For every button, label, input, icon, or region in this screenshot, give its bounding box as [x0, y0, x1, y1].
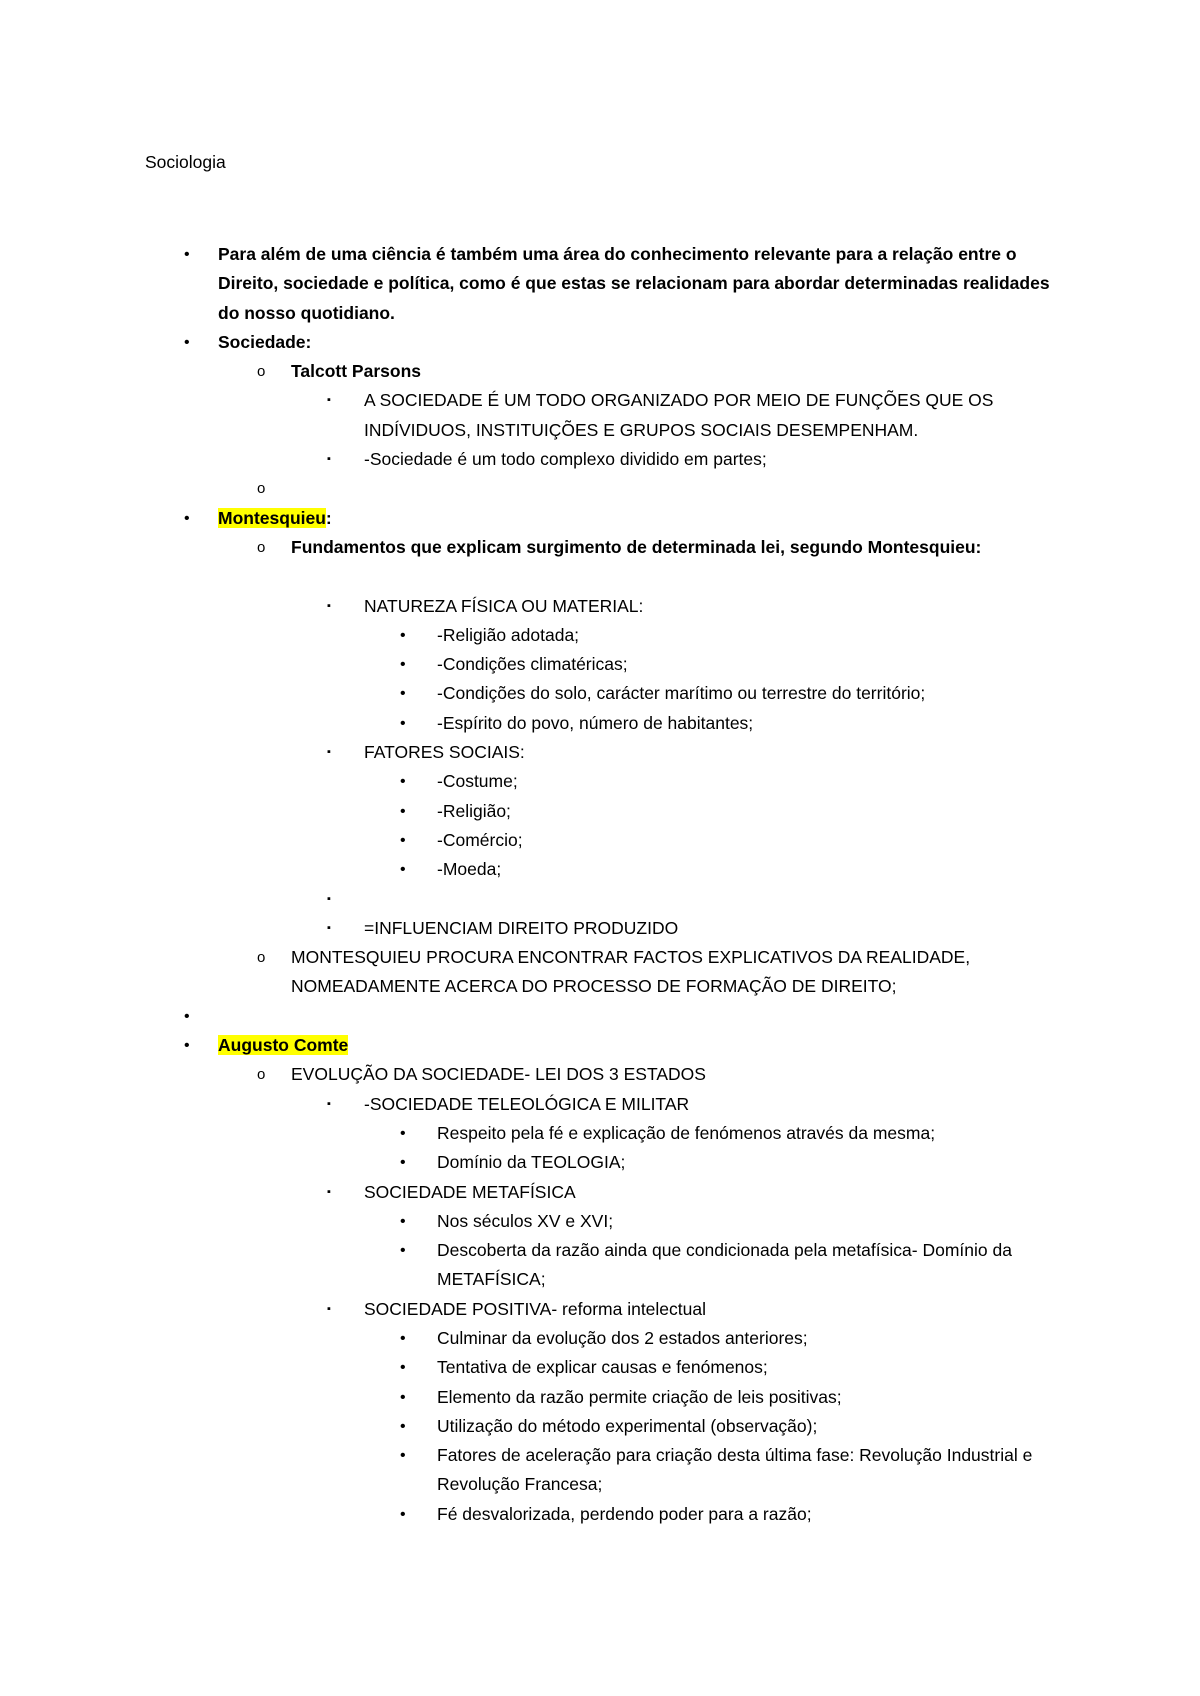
list-item — [0, 533, 1200, 592]
list-item — [0, 1412, 1200, 1441]
list-item-text: -Costume; — [437, 771, 518, 792]
circle-bullet-icon: o — [257, 480, 266, 498]
list-item-text: -SOCIEDADE TELEOLÓGICA E MILITAR — [364, 1093, 690, 1114]
list-item-text: Fé desvalorizada, perdendo poder para a razão; — [437, 1503, 812, 1524]
list-item — [0, 1295, 1200, 1324]
list-item — [0, 1324, 1200, 1353]
list-item-text: SOCIEDADE METAFÍSICA — [364, 1181, 576, 1202]
page-title: Sociologia — [145, 152, 226, 172]
list-item — [0, 914, 1200, 943]
list-item — [0, 1090, 1200, 1119]
bullet-icon: • — [400, 1154, 406, 1172]
bullet-icon: • — [400, 626, 406, 644]
bullet-icon: • — [184, 246, 190, 263]
list-item — [0, 650, 1200, 679]
list-item-text: FATORES SOCIAIS: — [364, 742, 525, 763]
list-item-text: -Condições climatéricas; — [437, 654, 628, 675]
square-bullet-icon: ▪ — [327, 1097, 331, 1110]
list-item-text: Culminar da evolução dos 2 estados anteriores; — [437, 1327, 808, 1348]
list-item — [0, 738, 1200, 767]
list-item — [0, 1031, 1200, 1060]
parsons-heading: Talcott Parsons — [291, 361, 421, 382]
square-bullet-icon: ▪ — [327, 1302, 331, 1315]
list-item-text: -Espírito do povo, número de habitantes; — [437, 712, 754, 733]
list-item-text: Nos séculos XV e XVI; — [437, 1210, 614, 1231]
list-item — [0, 474, 1200, 503]
bullet-icon: • — [184, 1037, 190, 1055]
list-item — [0, 826, 1200, 855]
list-item — [0, 885, 1200, 914]
list-item-text: -Moeda; — [437, 859, 502, 880]
list-item-text: Utilização do método experimental (observação); — [437, 1415, 818, 1436]
bullet-icon: • — [400, 1447, 406, 1465]
bullet-icon: • — [400, 861, 406, 879]
square-bullet-icon: ▪ — [327, 453, 331, 466]
list-item — [0, 240, 1200, 328]
list-item-text: =INFLUENCIAM DIREITO PRODUZIDO — [364, 917, 679, 938]
bullet-icon: • — [400, 1505, 406, 1523]
bullet-icon: • — [400, 1388, 406, 1406]
list-item-text: -Comércio; — [437, 829, 523, 850]
list-item — [0, 1441, 1200, 1500]
list-item — [0, 504, 1200, 533]
bullet-icon: • — [184, 1007, 190, 1025]
bullet-icon: • — [400, 1212, 406, 1230]
list-item — [0, 679, 1200, 708]
list-item — [0, 1500, 1200, 1529]
list-item — [0, 767, 1200, 796]
list-item — [0, 1353, 1200, 1382]
list-item — [0, 1002, 1200, 1031]
list-item — [0, 855, 1200, 884]
document-body — [0, 240, 1200, 1529]
list-item-text: -Sociedade é um todo complexo dividido em partes; — [364, 449, 767, 470]
list-item-text: Descoberta da razão ainda que condicionada pela metafísica- Domínio da METAFÍSICA; — [437, 1240, 1012, 1290]
bullet-icon: • — [400, 1329, 406, 1347]
list-item-text: Domínio da TEOLOGIA; — [437, 1152, 626, 1173]
list-item — [0, 943, 1200, 1002]
list-item — [0, 1178, 1200, 1207]
square-bullet-icon: ▪ — [327, 892, 331, 905]
montesquieu-heading: Montesquieu: — [218, 507, 332, 528]
list-item-text: A SOCIEDADE É UM TODO ORGANIZADO POR MEIO DE FUNÇÕES QUE OS INDÍVIDUOS, INSTITUIÇÕES E GRUPOS SOCIAIS DESEMPENHAM. — [364, 390, 994, 440]
list-item — [0, 592, 1200, 621]
bullet-icon: • — [400, 1359, 406, 1377]
list-item-text: -Religião; — [437, 800, 511, 821]
list-item — [0, 1119, 1200, 1148]
list-item — [0, 709, 1200, 738]
sociedade-heading: Sociedade: — [218, 331, 312, 352]
list-item — [0, 1236, 1200, 1295]
bullet-icon: • — [400, 714, 406, 732]
bullet-icon: • — [400, 831, 406, 849]
circle-bullet-icon: o — [257, 1066, 266, 1084]
list-item-text: Elemento da razão permite criação de leis positivas; — [437, 1386, 842, 1407]
square-bullet-icon: ▪ — [327, 1185, 331, 1198]
highlighted-name: Montesquieu — [218, 507, 326, 528]
bullet-icon: • — [400, 1124, 406, 1142]
bullet-icon: • — [184, 333, 190, 351]
list-item — [0, 445, 1200, 474]
square-bullet-icon: ▪ — [327, 746, 331, 759]
list-item — [0, 797, 1200, 826]
list-item-text: MONTESQUIEU PROCURA ENCONTRAR FACTOS EXPLICATIVOS DA REALIDADE, NOMEADAMENTE ACERCA DO PROCESSO DE FORMAÇÃO DE DIREITO; — [291, 947, 971, 997]
list-item-text: Tentativa de explicar causas e fenómenos; — [437, 1357, 768, 1378]
square-bullet-icon: ▪ — [327, 394, 331, 407]
list-item-text: NATUREZA FÍSICA OU MATERIAL: — [364, 595, 644, 616]
bullet-icon: • — [400, 773, 406, 791]
intro-text: Para além de uma ciência é também uma área do conhecimento relevante para a relação entre o Direito, sociedade e política, como é que estas se relacionam para abordar determinadas realidades do nosso quotidiano. — [218, 244, 1050, 323]
list-item-text: SOCIEDADE POSITIVA- reforma intelectual — [364, 1298, 707, 1319]
list-item — [0, 1148, 1200, 1177]
list-item-text: EVOLUÇÃO DA SOCIEDADE- LEI DOS 3 ESTADOS — [291, 1064, 706, 1085]
list-item-text: Fatores de aceleração para criação desta última fase: Revolução Industrial e Revolução Francesa; — [437, 1445, 1033, 1495]
list-item — [0, 357, 1200, 386]
bullet-icon: • — [184, 509, 190, 527]
list-item — [0, 1060, 1200, 1089]
highlighted-name: Augusto Comte — [218, 1035, 349, 1056]
circle-bullet-icon: o — [257, 949, 266, 967]
square-bullet-icon: ▪ — [327, 599, 331, 612]
bullet-icon: • — [400, 1417, 406, 1435]
bullet-icon: • — [400, 802, 406, 820]
bullet-icon: • — [400, 656, 406, 674]
bullet-icon: • — [400, 1242, 406, 1260]
circle-bullet-icon: o — [257, 363, 266, 381]
square-bullet-icon: ▪ — [327, 921, 331, 934]
list-item — [0, 328, 1200, 357]
list-item — [0, 1383, 1200, 1412]
list-item — [0, 621, 1200, 650]
comte-heading — [218, 1031, 1068, 1060]
list-item — [0, 386, 1200, 445]
list-item — [0, 1207, 1200, 1236]
fundamentos-heading: Fundamentos que explicam surgimento de determinada lei, segundo Montesquieu: — [291, 536, 982, 557]
bullet-icon: • — [400, 685, 406, 703]
circle-bullet-icon: o — [257, 538, 266, 556]
list-item-text: -Condições do solo, carácter marítimo ou terrestre do território; — [437, 683, 926, 704]
list-item-text: -Religião adotada; — [437, 624, 580, 645]
list-item-text: Respeito pela fé e explicação de fenómenos através da mesma; — [437, 1122, 936, 1143]
